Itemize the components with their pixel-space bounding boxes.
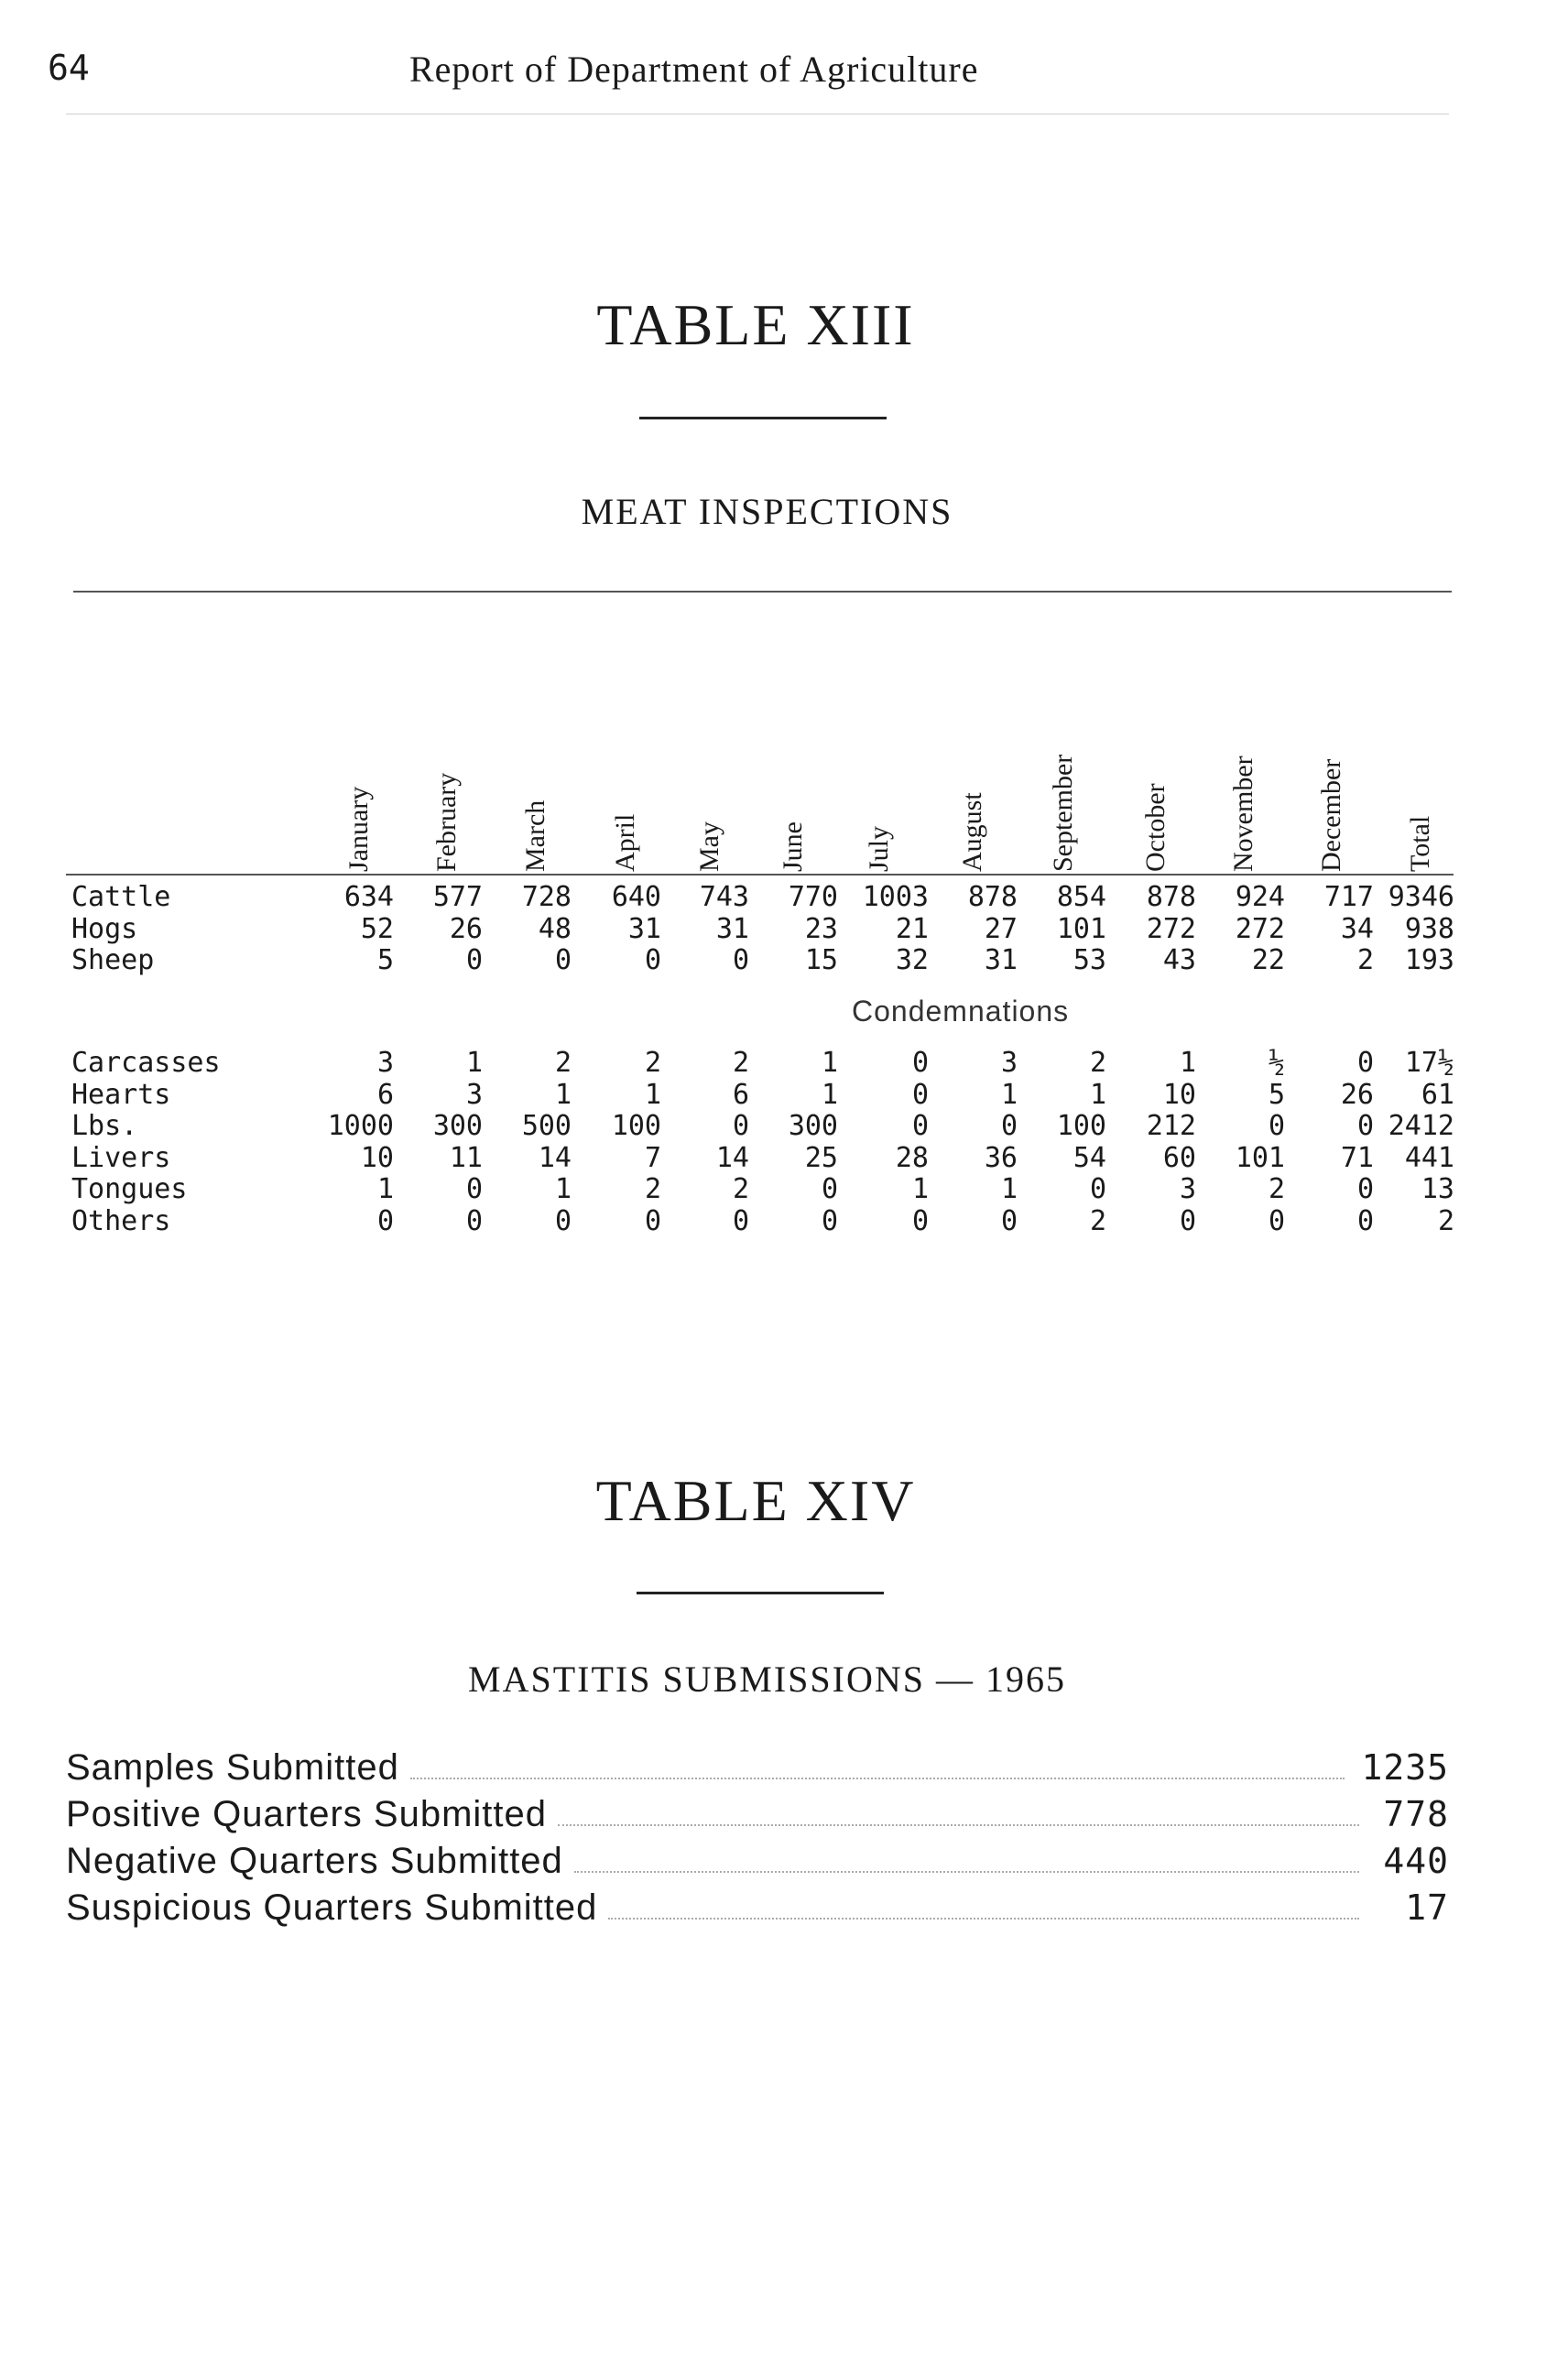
table-cell: 101 bbox=[1056, 912, 1106, 945]
table-cell: 300 bbox=[788, 1110, 838, 1142]
column-header: September bbox=[1048, 754, 1078, 872]
table-cell: 2 bbox=[732, 1047, 749, 1079]
table-cell: 577 bbox=[432, 881, 483, 913]
table-cell: 0 bbox=[732, 944, 749, 976]
table-cell: 1 bbox=[376, 1173, 394, 1205]
table-cell: 100 bbox=[1056, 1110, 1106, 1142]
table-cell: 1 bbox=[1000, 1078, 1018, 1111]
table-cell: 0 bbox=[1356, 1047, 1374, 1079]
table-cell: 0 bbox=[554, 1204, 572, 1237]
table-cell: 101 bbox=[1235, 1141, 1285, 1174]
table-cell: 2 bbox=[1089, 1204, 1106, 1237]
column-header: November bbox=[1228, 756, 1258, 872]
page-number: 64 bbox=[48, 48, 90, 88]
table-cell: 0 bbox=[1000, 1204, 1018, 1237]
table-cell: 500 bbox=[521, 1110, 572, 1142]
table-cell: 36 bbox=[984, 1141, 1018, 1174]
table-cell: 5 bbox=[1268, 1078, 1285, 1111]
table-cell: 193 bbox=[1404, 944, 1454, 976]
table-cell: 1000 bbox=[327, 1110, 394, 1142]
column-header: January bbox=[343, 786, 374, 872]
dot-leader bbox=[574, 1870, 1359, 1873]
table-cell: 31 bbox=[984, 944, 1018, 976]
table-cell: 3 bbox=[376, 1047, 394, 1079]
table-cell: 6 bbox=[732, 1078, 749, 1111]
table-cell: 0 bbox=[1356, 1204, 1374, 1237]
table-cell: 28 bbox=[895, 1141, 929, 1174]
table-cell: 878 bbox=[967, 881, 1018, 913]
table-cell: 54 bbox=[1073, 1141, 1106, 1174]
table-cell: 0 bbox=[1000, 1110, 1018, 1142]
table-cell: 0 bbox=[732, 1110, 749, 1142]
dot-leader bbox=[558, 1823, 1359, 1826]
summary-value: 1235 bbox=[1361, 1747, 1449, 1788]
row-label: Tongues bbox=[71, 1173, 188, 1205]
table-cell: 17½ bbox=[1404, 1047, 1454, 1079]
table-cell: 61 bbox=[1421, 1078, 1454, 1111]
column-header-rule bbox=[66, 874, 1454, 876]
column-header: April bbox=[610, 813, 640, 872]
table-cell: 0 bbox=[465, 1173, 483, 1205]
row-label: Cattle bbox=[71, 881, 171, 913]
title-rule bbox=[639, 417, 887, 419]
table-cell: 878 bbox=[1146, 881, 1196, 913]
summary-label: Samples Submitted bbox=[66, 1747, 399, 1788]
table-cell: 0 bbox=[465, 944, 483, 976]
table-cell: 15 bbox=[804, 944, 838, 976]
table-cell: 1 bbox=[1000, 1173, 1018, 1205]
column-header: October bbox=[1140, 783, 1171, 872]
table-cell: 31 bbox=[715, 912, 749, 945]
table-cell: 1 bbox=[554, 1173, 572, 1205]
table-cell: 0 bbox=[1268, 1110, 1285, 1142]
table-cell: 0 bbox=[911, 1078, 929, 1111]
column-header: Total bbox=[1405, 815, 1435, 872]
table-cell: 71 bbox=[1340, 1141, 1374, 1174]
table-xiv-title: TABLE XIV bbox=[595, 1468, 916, 1533]
table-cell: 2 bbox=[554, 1047, 572, 1079]
table-cell: 0 bbox=[732, 1204, 749, 1237]
table-cell: 31 bbox=[627, 912, 661, 945]
condemnations-caption: Condemnations bbox=[852, 995, 1070, 1028]
table-cell: 0 bbox=[911, 1204, 929, 1237]
table-cell: ½ bbox=[1268, 1047, 1285, 1079]
table-cell: 1 bbox=[554, 1078, 572, 1111]
table-cell: 1 bbox=[911, 1173, 929, 1205]
table-cell: 0 bbox=[644, 944, 661, 976]
table-cell: 2 bbox=[1089, 1047, 1106, 1079]
table-cell: 1003 bbox=[862, 881, 929, 913]
table-cell: 22 bbox=[1251, 944, 1285, 976]
column-header: December bbox=[1316, 758, 1346, 872]
table-cell: 26 bbox=[449, 912, 483, 945]
summary-value: 17 bbox=[1405, 1887, 1449, 1928]
column-header: August bbox=[957, 792, 987, 872]
table-cell: 640 bbox=[611, 881, 661, 913]
summary-value: 778 bbox=[1383, 1794, 1449, 1834]
summary-row bbox=[66, 1841, 1449, 1885]
table-cell: 2 bbox=[644, 1173, 661, 1205]
summary-label: Negative Quarters Submitted bbox=[66, 1841, 563, 1881]
table-cell: 0 bbox=[1179, 1204, 1196, 1237]
table-cell: 1 bbox=[1179, 1047, 1196, 1079]
table-cell: 0 bbox=[1089, 1173, 1106, 1205]
table-cell: 10 bbox=[1162, 1078, 1196, 1111]
summary-row bbox=[66, 1747, 1449, 1791]
row-label: Sheep bbox=[71, 944, 155, 976]
table-cell: 1 bbox=[465, 1047, 483, 1079]
table-cell: 770 bbox=[788, 881, 838, 913]
table-cell: 10 bbox=[360, 1141, 394, 1174]
table-cell: 26 bbox=[1340, 1078, 1374, 1111]
table-cell: 1 bbox=[644, 1078, 661, 1111]
summary-label: Positive Quarters Submitted bbox=[66, 1794, 547, 1834]
summary-label: Suspicious Quarters Submitted bbox=[66, 1887, 598, 1928]
row-label: Lbs. bbox=[71, 1110, 138, 1142]
table-cell: 0 bbox=[911, 1110, 929, 1142]
table-cell: 60 bbox=[1162, 1141, 1196, 1174]
title-rule bbox=[637, 1592, 884, 1594]
table-cell: 300 bbox=[432, 1110, 483, 1142]
table-cell: 9346 bbox=[1388, 881, 1454, 913]
table-cell: 43 bbox=[1162, 944, 1196, 976]
table-cell: 728 bbox=[521, 881, 572, 913]
table-cell: 0 bbox=[821, 1204, 838, 1237]
table-cell: 7 bbox=[644, 1141, 661, 1174]
table-cell: 52 bbox=[360, 912, 394, 945]
summary-row bbox=[66, 1887, 1449, 1931]
table-cell: 0 bbox=[1356, 1110, 1374, 1142]
table-cell: 212 bbox=[1146, 1110, 1196, 1142]
summary-value: 440 bbox=[1383, 1841, 1449, 1881]
row-label: Livers bbox=[71, 1141, 171, 1174]
table-cell: 0 bbox=[1356, 1173, 1374, 1205]
row-label: Carcasses bbox=[71, 1047, 221, 1079]
table-cell: 3 bbox=[1179, 1173, 1196, 1205]
table-cell: 1 bbox=[1089, 1078, 1106, 1111]
table-cell: 48 bbox=[538, 912, 572, 945]
table-cell: 2 bbox=[1437, 1204, 1454, 1237]
summary-row bbox=[66, 1794, 1449, 1838]
row-label: Hogs bbox=[71, 912, 138, 945]
dot-leader bbox=[608, 1917, 1359, 1920]
table-cell: 0 bbox=[465, 1204, 483, 1237]
table-cell: 25 bbox=[804, 1141, 838, 1174]
column-header: February bbox=[431, 772, 462, 872]
table-cell: 53 bbox=[1073, 944, 1106, 976]
table-cell: 272 bbox=[1235, 912, 1285, 945]
table-cell: 0 bbox=[376, 1204, 394, 1237]
table-cell: 717 bbox=[1323, 881, 1374, 913]
table-cell: 6 bbox=[376, 1078, 394, 1111]
table-cell: 14 bbox=[538, 1141, 572, 1174]
table-cell: 2 bbox=[1268, 1173, 1285, 1205]
row-label: Others bbox=[71, 1204, 171, 1237]
table-cell: 0 bbox=[821, 1173, 838, 1205]
table-xiii-title: TABLE XIII bbox=[596, 292, 915, 357]
table-cell: 634 bbox=[343, 881, 394, 913]
meat-inspections-subtitle: MEAT INSPECTIONS bbox=[581, 491, 953, 532]
table-cell: 34 bbox=[1340, 912, 1374, 945]
table-cell: 924 bbox=[1235, 881, 1285, 913]
table-cell: 11 bbox=[449, 1141, 483, 1174]
table-cell: 13 bbox=[1421, 1173, 1454, 1205]
table-cell: 3 bbox=[465, 1078, 483, 1111]
table-cell: 854 bbox=[1056, 881, 1106, 913]
table-cell: 0 bbox=[644, 1204, 661, 1237]
table-cell: 1 bbox=[821, 1047, 838, 1079]
table-cell: 743 bbox=[699, 881, 749, 913]
table-top-rule bbox=[73, 591, 1452, 593]
table-cell: 21 bbox=[895, 912, 929, 945]
table-cell: 938 bbox=[1404, 912, 1454, 945]
table-cell: 23 bbox=[804, 912, 838, 945]
table-cell: 0 bbox=[554, 944, 572, 976]
table-cell: 100 bbox=[611, 1110, 661, 1142]
column-header: May bbox=[694, 821, 724, 872]
mastitis-subtitle: MASTITIS SUBMISSIONS — 1965 bbox=[468, 1659, 1066, 1700]
column-header: July bbox=[864, 825, 894, 872]
dot-leader bbox=[410, 1777, 1345, 1779]
table-cell: 27 bbox=[984, 912, 1018, 945]
column-header: June bbox=[778, 821, 808, 872]
column-header: March bbox=[520, 799, 550, 872]
running-title: Report of Department of Agriculture bbox=[409, 49, 979, 90]
table-cell: 0 bbox=[1268, 1204, 1285, 1237]
table-cell: 14 bbox=[715, 1141, 749, 1174]
table-cell: 441 bbox=[1404, 1141, 1454, 1174]
table-cell: 2 bbox=[1356, 944, 1374, 976]
table-cell: 0 bbox=[911, 1047, 929, 1079]
table-cell: 3 bbox=[1000, 1047, 1018, 1079]
table-cell: 272 bbox=[1146, 912, 1196, 945]
row-label: Hearts bbox=[71, 1078, 171, 1111]
table-cell: 2 bbox=[644, 1047, 661, 1079]
table-cell: 2412 bbox=[1388, 1110, 1454, 1142]
table-cell: 2 bbox=[732, 1173, 749, 1205]
table-cell: 32 bbox=[895, 944, 929, 976]
table-cell: 5 bbox=[376, 944, 394, 976]
table-cell: 1 bbox=[821, 1078, 838, 1111]
